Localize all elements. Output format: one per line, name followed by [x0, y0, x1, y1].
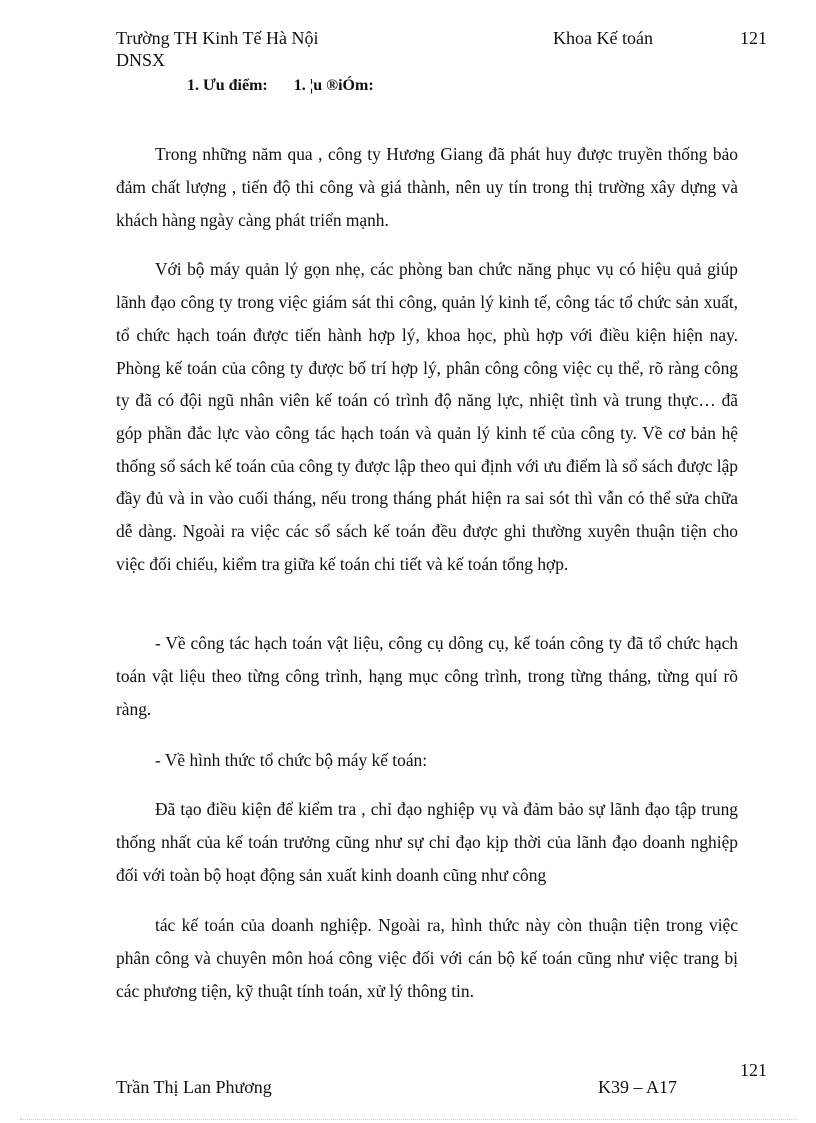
footer-class: K39 – A17: [598, 1077, 678, 1097]
paragraph-organization-body: Đã tạo điều kiện để kiểm tra , chỉ đạo nghiệp vụ và đảm bảo sự lãnh đạo tập trung thống nhất của kế toán trưởng cũng như sự chỉ đạo kịp thời của lãnh đạo doanh nghiệp đối với toàn bộ hoạt động sản xuất kinh doanh cũng như công: [116, 799, 738, 885]
section-title-garbled: 1. ¦u ®iÓm:: [293, 77, 374, 94]
page-bottom-divider: [20, 1119, 796, 1120]
paragraph-organization-continued: tác kế toán của doanh nghiệp. Ngoài ra, hình thức này còn thuận tiện trong việc phân công và chuyên môn hoá công việc đối với cán bộ kế toán cũng như việc trang bị các phương tiện, kỹ thuật tính toán, xử lý thông tin.: [116, 915, 738, 1001]
paragraph-management: Với bộ máy quản lý gọn nhẹ, các phòng ban chức năng phục vụ có hiệu quả giúp lãnh đạo công ty trong việc giám sát thi công, quản lý kinh tế, công tác tổ chức sản xuất, tổ chức hạch toán được tiến hành hợp lý, khoa học, phù hợp với điều kiện hiện nay. Phòng kế toán của công ty được bố trí hợp lý, phân công công việc cụ thể, rõ ràng công ty đã có đội ngũ nhân viên kế toán có trình độ năng lực, nhiệt tình và trung thực… đã góp phần đắc lực vào công tác hạch toán và quản lý kinh tế của công ty. Về cơ bản hệ thống sổ sách kế toán của công ty được lập theo qui định với ưu điểm là sổ sách được lập đầy đủ và in vào cuối tháng, nếu trong tháng phát hiện ra sai sót thì vẫn có thể sửa chữa dễ dàng. Ngoài ra việc các sổ sách kế toán đều được ghi thường xuyên thuận tiện cho việc đối chiếu, kiểm tra giữa kế toán chi tiết và kế toán tổng hợp.: [116, 259, 738, 574]
section-heading: [187, 77, 374, 95]
paragraph-intro: Trong những năm qua , công ty Hương Giang đã phát huy được truyền thống bảo đảm chất lượng , tiến độ thi công và giá thành, nên uy tín trong thị trường xây dựng và khách hàng ngày càng phát triển mạnh.: [116, 144, 738, 230]
paragraph-materials: - Về công tác hạch toán vật liệu, công cụ dông cụ, kế toán công ty đã tổ chức hạch toán vật liệu theo từng công trình, hạng mục công trình, trong từng tháng, từng quí rõ ràng.: [116, 633, 738, 719]
header-code: DNSX: [116, 50, 166, 70]
paragraph-organization-heading: - Về hình thức tổ chức bộ máy kế toán:: [155, 750, 428, 771]
header-school: Trường TH Kinh Tế Hà Nội: [116, 28, 319, 48]
footer-author: Trần Thị Lan Phương: [116, 1077, 272, 1097]
header-page-number: 121: [740, 28, 767, 48]
section-title: 1. Ưu điểm:: [187, 77, 268, 94]
footer-page-number: 121: [740, 1060, 767, 1080]
header-department: Khoa Kế toán: [553, 28, 653, 48]
